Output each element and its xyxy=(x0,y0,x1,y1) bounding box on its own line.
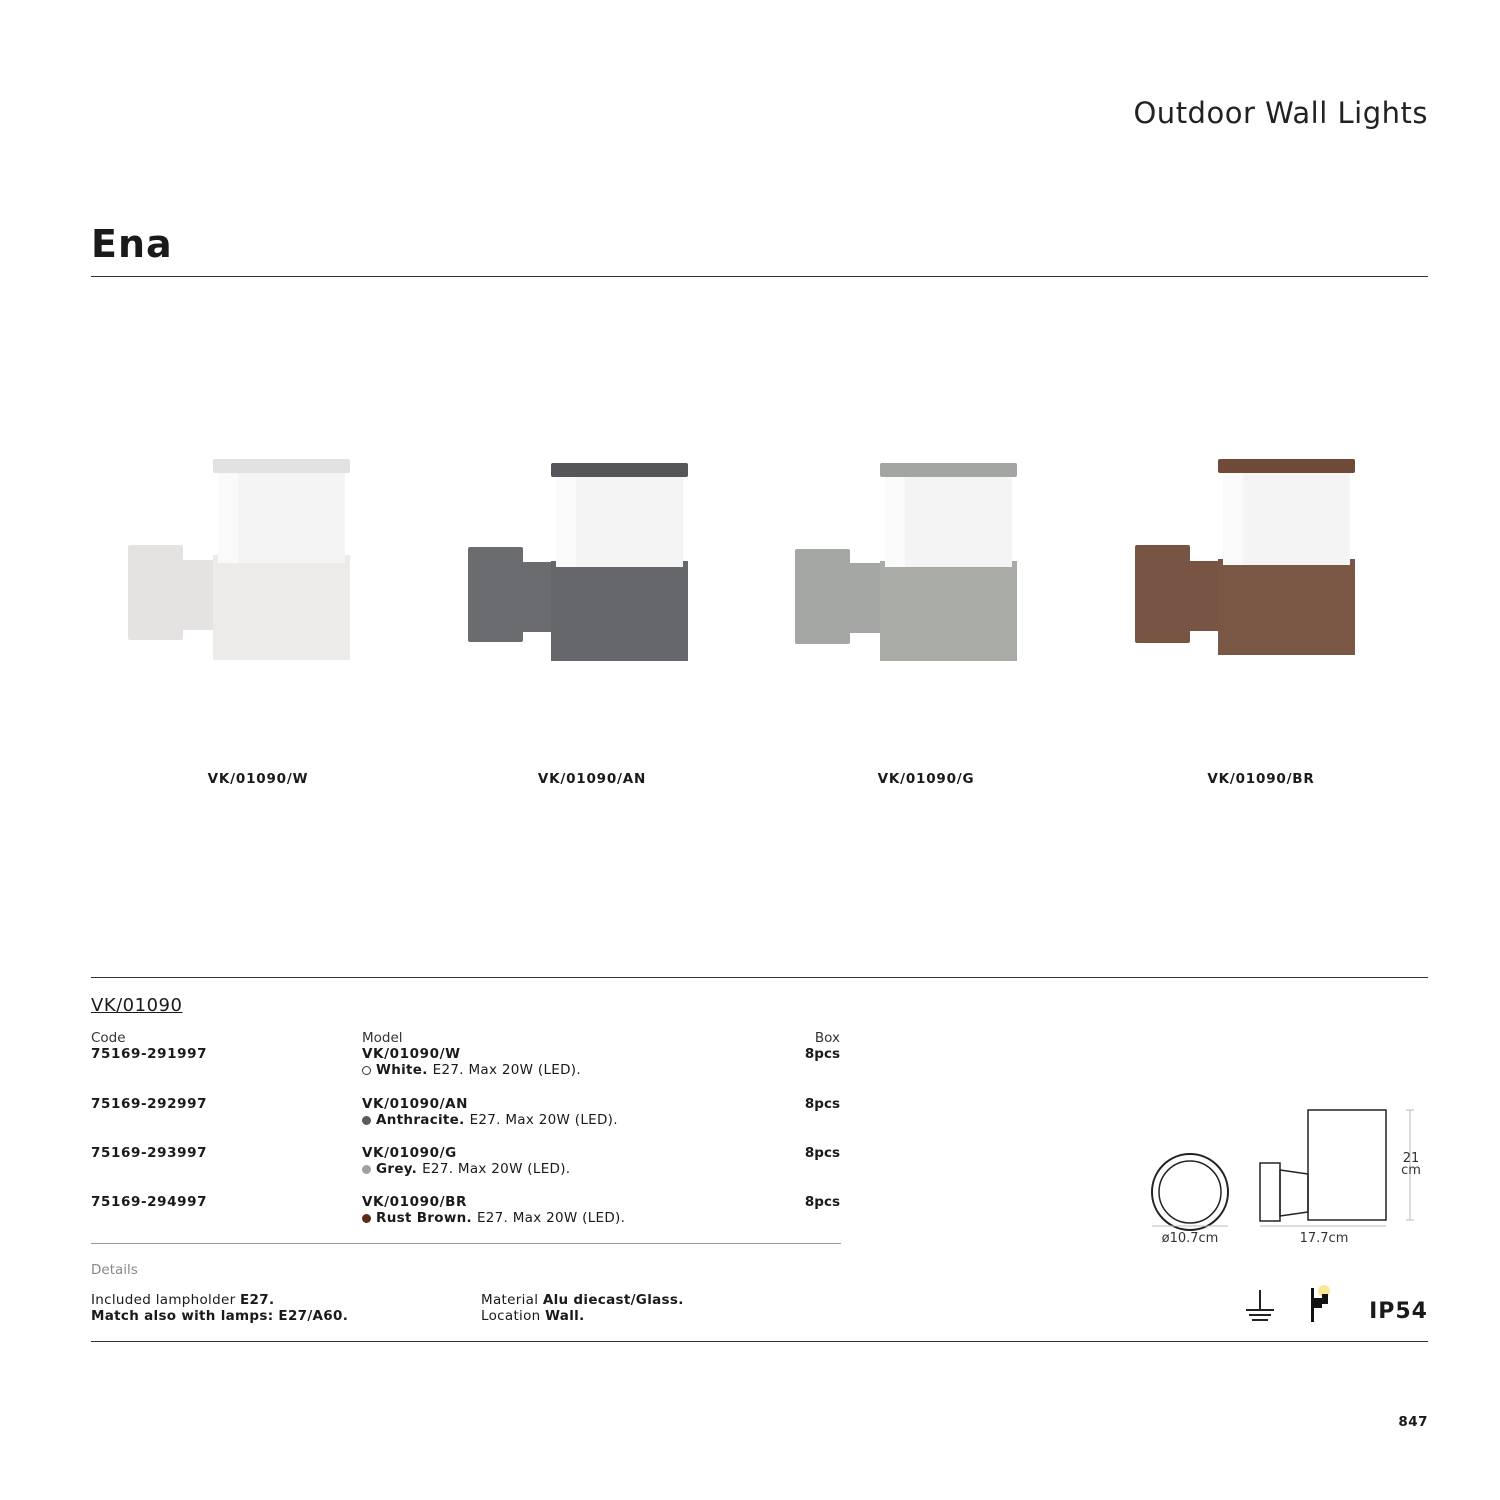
variant-label-white: VK/01090/W xyxy=(207,771,309,787)
row-description xyxy=(362,1112,618,1128)
wall-mount-light-icon xyxy=(1305,1282,1335,1324)
wall-lamp-illustration xyxy=(110,455,350,675)
row-box-qty: 8pcs xyxy=(804,1096,840,1112)
details-material xyxy=(481,1292,684,1324)
diameter-label: ø10.7cm xyxy=(1161,1231,1219,1246)
top-view-drawing xyxy=(1152,1154,1228,1230)
row-spec: E27. Max 20W (LED). xyxy=(476,1210,626,1226)
row-description xyxy=(362,1210,625,1226)
row-spec: E27. Max 20W (LED). xyxy=(469,1112,618,1128)
row-box-qty: 8pcs xyxy=(804,1046,840,1062)
row-model: VK/01090/W xyxy=(362,1046,461,1062)
dimension-drawing xyxy=(1140,1100,1430,1235)
earth-ground-icon xyxy=(1240,1288,1280,1324)
product-image-white xyxy=(110,455,350,675)
column-header-code: Code xyxy=(91,1030,126,1046)
color-swatch xyxy=(362,1066,371,1075)
wall-lamp-illustration xyxy=(778,455,1018,675)
variant-label-anthracite: VK/01090/AN xyxy=(537,771,647,787)
ip-rating: IP54 xyxy=(1369,1299,1428,1324)
color-name: Grey. xyxy=(376,1161,418,1177)
row-description xyxy=(362,1161,570,1177)
row-spec: E27. Max 20W (LED). xyxy=(432,1062,581,1078)
row-code: 75169-292997 xyxy=(91,1096,208,1112)
family-code: VK/01090 xyxy=(91,995,183,1016)
location-prefix: Location xyxy=(481,1308,541,1324)
product-image-grey xyxy=(778,455,1018,675)
row-spec: E27. Max 20W (LED). xyxy=(422,1161,571,1177)
column-header-box: Box xyxy=(814,1030,840,1046)
color-name: White. xyxy=(376,1062,428,1078)
wall-lamp-illustration xyxy=(450,455,690,675)
bottom-divider xyxy=(91,1341,1428,1342)
product-image-rust-brown xyxy=(1118,455,1358,675)
location-value: Wall. xyxy=(545,1308,585,1324)
color-swatch xyxy=(362,1116,371,1125)
side-view-drawing xyxy=(1260,1110,1414,1226)
row-code: 75169-294997 xyxy=(91,1194,208,1210)
variant-label-rust-brown: VK/01090/BR xyxy=(1207,771,1315,787)
material-value: Alu diecast/Glass. xyxy=(542,1292,684,1308)
row-code: 75169-291997 xyxy=(91,1046,208,1062)
page-number: 847 xyxy=(1398,1414,1428,1430)
row-model: VK/01090/G xyxy=(362,1145,457,1161)
product-title: Ena xyxy=(91,222,173,266)
color-name: Rust Brown. xyxy=(376,1210,472,1226)
details-lampholder xyxy=(91,1292,348,1324)
spec-divider xyxy=(91,977,1428,978)
height-value: 21 xyxy=(1402,1151,1420,1166)
top-divider xyxy=(91,276,1428,277)
row-model: VK/01090/AN xyxy=(362,1096,469,1112)
lampholder-value: E27. xyxy=(240,1292,275,1308)
match-lamps: Match also with lamps: E27/A60. xyxy=(91,1308,349,1324)
row-box-qty: 8pcs xyxy=(804,1145,840,1161)
section-title: Outdoor Wall Lights xyxy=(1133,96,1428,130)
depth-label: 17.7cm xyxy=(1299,1231,1349,1246)
row-box-qty: 8pcs xyxy=(804,1194,840,1210)
variant-label-grey: VK/01090/G xyxy=(877,771,975,787)
row-code: 75169-293997 xyxy=(91,1145,208,1161)
height-unit: cm xyxy=(1401,1163,1421,1178)
wall-lamp-illustration xyxy=(1118,455,1358,675)
color-swatch xyxy=(362,1165,371,1174)
lampholder-prefix: Included lampholder xyxy=(91,1292,236,1308)
table-divider xyxy=(91,1243,841,1244)
color-swatch xyxy=(362,1214,371,1223)
height-label xyxy=(1394,1153,1428,1177)
column-header-model: Model xyxy=(362,1030,403,1046)
color-name: Anthracite. xyxy=(376,1112,465,1128)
row-description xyxy=(362,1062,581,1078)
product-image-anthracite xyxy=(450,455,690,675)
material-prefix: Material xyxy=(481,1292,539,1308)
details-label: Details xyxy=(91,1262,138,1278)
row-model: VK/01090/BR xyxy=(362,1194,468,1210)
